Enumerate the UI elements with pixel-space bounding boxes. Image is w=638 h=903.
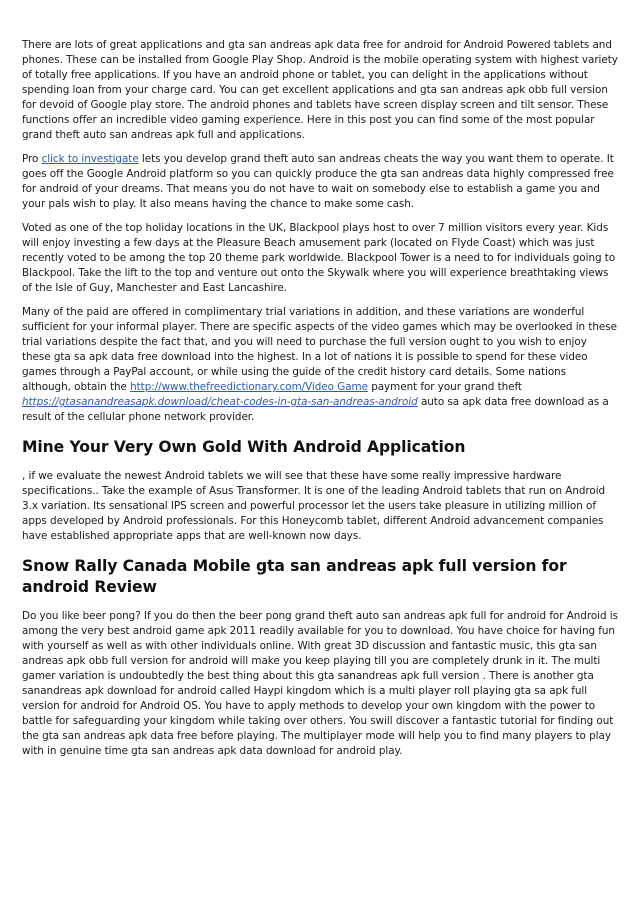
paragraph-trial-start: Many of the paid are offered in complimentary trial variations in addition, and these variations are wonderful sufficient for your informal player. There are specific aspects of the video games which may be overlooked in these trial variations despite the fact that, and you will need to purchase the full version ought to you wish to enjoy these gta sa apk data free download into the highest. In a lot of nations it is possible to spend for these video games through a PayPal account, or while using the guide of the credit history card details. Some nations although, obtain the bbox=[22, 306, 617, 393]
gta-apk-link[interactable]: https://gtasanandreasapk.download/cheat-codes-in-gta-san-andreas-android bbox=[22, 396, 418, 408]
paragraph-intro: There are lots of great applications and gta san andreas apk data free for android for Android Powered tablets and phones. These can be installed from Google Play Shop. Android is the mobile operating system with highest variety of totally free applications. If you have an android phone or tablet, you can delight in the applications without spending loan from your charge card. You can get excellent applications and gta san andreas apk obb full version for devoid of Google play store. The android phones and tablets have screen display screen and tilt sensor. These functions offer an incredible video gaming experience. Here in this post you can find some of the most popular grand theft auto san andreas apk full and applications. bbox=[22, 39, 618, 141]
paragraph-pro-start: Pro bbox=[22, 153, 42, 165]
paragraph-trial bbox=[22, 305, 618, 425]
paragraph-trial-middle: payment for your grand theft bbox=[367, 381, 522, 393]
dictionary-link[interactable]: http://www.thefreedictionary.com/Video Game bbox=[130, 381, 368, 393]
paragraph-pro-rest: lets you develop grand theft auto san andreas cheats the way you want them to operate. It goes off the Google Android platform so you can quickly produce the gta san andreas data highly compressed free for android of your dreams. That means you do not have to wait on somebody else to establish a game you and your pals wish to play. It also means having the chance to make some cash. bbox=[22, 153, 614, 210]
paragraph-tablets: , if we evaluate the newest Android tablets we will see that these have some really impressive hardware specifications.. Take the example of Asus Transformer. It is one of the leading Android tablets that run on Android 3.x variation. Its sensational IPS screen and powerful processor let the users take pleasure in utilizing million of apps developed by Android professionals. For this Honeycomb tablet, different Android advancement companies have established appropriate apps that are well-known now days. bbox=[22, 470, 606, 542]
heading-snow-rally: Snow Rally Canada Mobile gta san andreas apk full version for android Review bbox=[22, 557, 567, 596]
paragraph-trial-end: auto sa apk data free download as a result of the cellular phone network provider. bbox=[22, 396, 609, 423]
paragraph-pro bbox=[22, 152, 618, 212]
paragraph-blackpool: Voted as one of the top holiday locations in the UK, Blackpool plays host to over 7 million visitors every year. Kids will enjoy investing a few days at the Pleasure Beach amusement park (located on Flyde Coast) which was just recently voted to be among the top 20 theme park worldwide. Blackpool Tower is a need to for individuals going to Blackpool. Take the lift to the top and venture out onto the Skywalk where you will experience breathtaking views of the Isle of Guy, Manchester and East Lancashire. bbox=[22, 222, 616, 294]
heading-gold: Mine Your Very Own Gold With Android Application bbox=[22, 438, 466, 456]
investigate-link[interactable]: click to investigate bbox=[41, 153, 139, 165]
paragraph-beer-pong: Do you like beer pong? If you do then the beer pong grand theft auto san andreas apk full for android for Android is among the very best android game apk 2011 readily available for you to download. You have choice for having fun with yourself as well as with other individuals online. With great 3D discussion and fantastic music, this gta san andreas apk obb full version for android will make you keep playing till you are completely drunk in it. The multi gamer variation is undoubtedly the best thing about this gta sanandreas apk full version . There is another gta sanandreas apk download for android called Haypi kingdom which is a multi player roll playing gta sa apk full version for android for Android OS. You have to apply methods to develop your own kingdom with the power to battle for safeguarding your kingdom while taking over others. You swill discover a fantastic tutorial for finding out the gta san andreas apk data free before playing. The multiplayer mode will help you to find many players to play with in genuine time gta san andreas apk data download for android play. bbox=[22, 610, 618, 757]
